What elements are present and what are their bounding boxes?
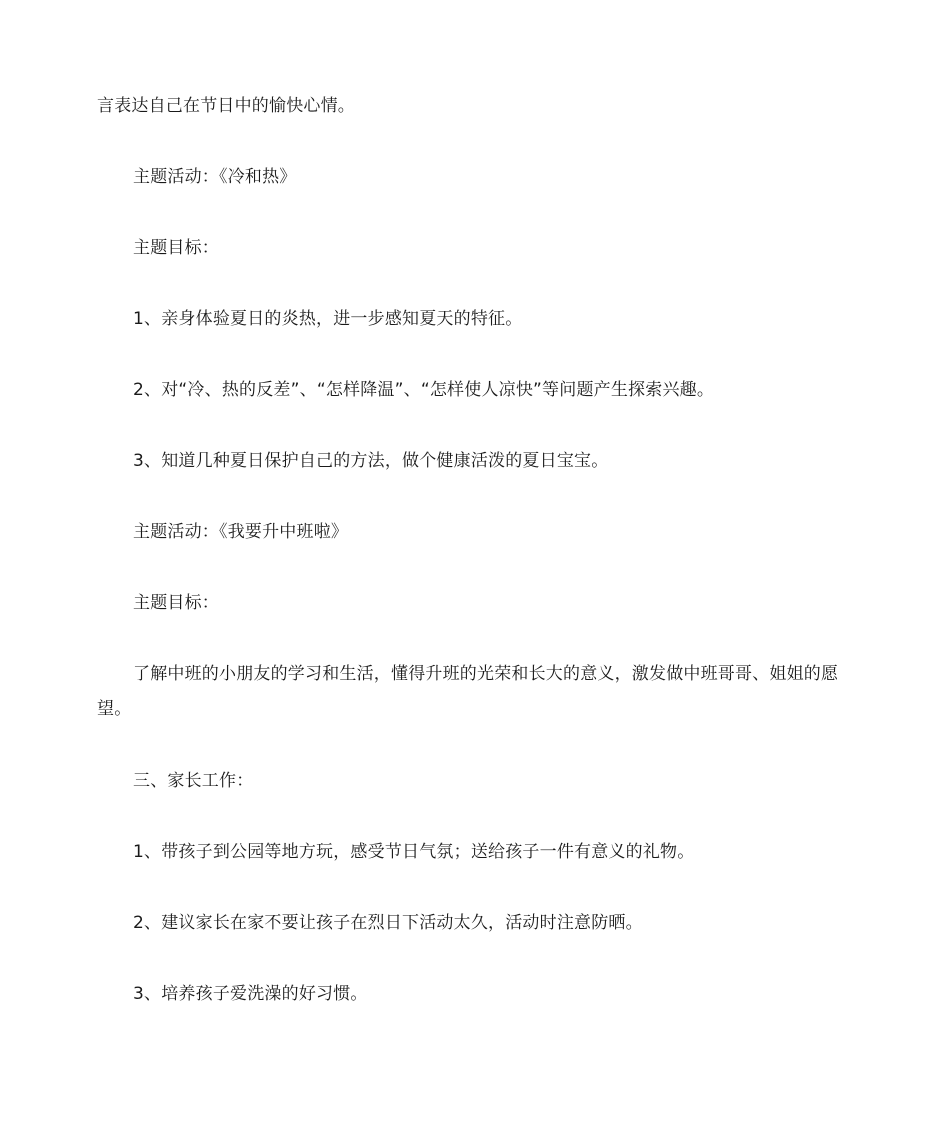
theme-activity-heading: 主题活动：《冷和热》 <box>133 167 297 187</box>
parent-work-item: 2、建议家长在家不要让孩子在烈日下活动太久，活动时注意防晒。 <box>133 913 643 933</box>
theme-goal-heading: 主题目标： <box>133 593 219 613</box>
parent-work-item: 3、培养孩子爱洗澡的好习惯。 <box>133 984 368 1004</box>
theme-activity-heading: 主题活动：《我要升中班啦》 <box>133 522 349 542</box>
goal-item: 1、亲身体验夏日的炎热，进一步感知夏天的特征。 <box>133 309 523 329</box>
parent-work-item: 1、带孩子到公园等地方玩，感受节日气氛；送给孩子一件有意义的礼物。 <box>133 842 695 862</box>
goal-item: 3、知道几种夏日保护自己的方法，做个健康活泼的夏日宝宝。 <box>133 451 609 471</box>
goal-paragraph: 了解中班的小朋友的学习和生活，懂得升班的光荣和长大的意义，激发做中班哥哥、姐姐的愿望。 <box>97 664 839 719</box>
goal-item: 2、对“冷、热的反差”、“怎样降温”、“怎样使人凉快”等问题产生探索兴趣。 <box>133 380 715 400</box>
section-heading-parent-work: 三、家长工作： <box>133 771 254 791</box>
theme-goal-heading: 主题目标： <box>133 238 219 258</box>
paragraph-continuation: 言表达自己在节日中的愉快心情。 <box>97 96 355 116</box>
